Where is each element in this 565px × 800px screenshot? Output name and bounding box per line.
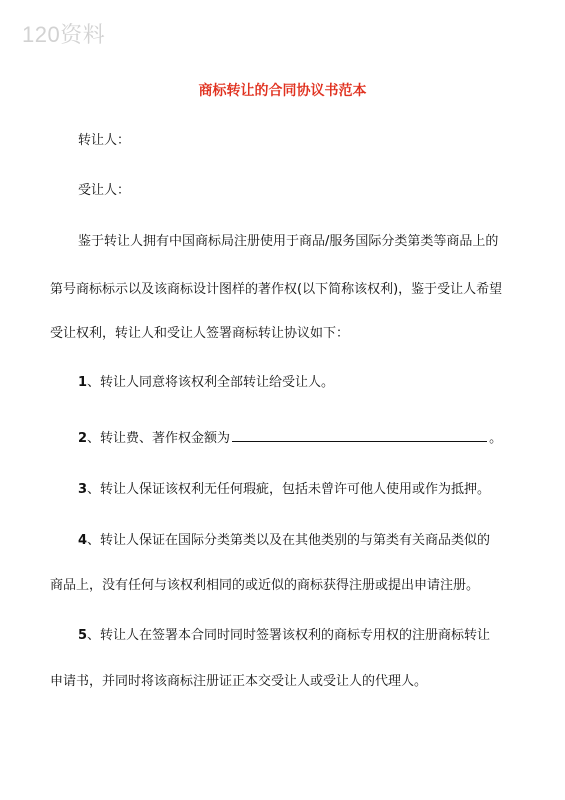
clause-text: 、转让费、著作权金额为: [87, 431, 231, 446]
clause-text: 、转让人在签署本合同时同时签署该权利的商标专用权的注册商标转让: [87, 628, 491, 643]
clause-2: [78, 428, 502, 447]
clause-number: 3: [78, 482, 88, 497]
clause-3: [78, 482, 490, 498]
clause-4-continued: 商品上，没有任何与该权利相同的或近似的商标获得注册或提出申请注册。: [50, 578, 480, 593]
clause-5: [78, 628, 490, 644]
clause-text: 、转让人同意将该权利全部转让给受让人。: [87, 375, 335, 390]
preamble-line-1: 鉴于转让人拥有中国商标局注册使用于商品/服务国际分类第类等商品上的: [78, 234, 499, 249]
clause-5-continued: 申请书，并同时将该商标注册证正本交受让人或受让人的代理人。: [50, 674, 428, 689]
clause-number: 1: [78, 375, 88, 390]
clause-number: 4: [78, 533, 88, 548]
clause-text: 、转让人保证在国际分类第类以及在其他类别的与第类有关商品类似的: [87, 533, 491, 548]
clause-4: [78, 533, 490, 549]
clause-number: 2: [78, 431, 88, 446]
watermark: 120资料: [22, 22, 106, 47]
amount-blank-line: [232, 428, 487, 442]
preamble-line-2: 第号商标标示以及该商标设计图样的著作权(以下简称该权利)，鉴于受让人希望: [50, 282, 503, 297]
clause-end: 。: [489, 431, 503, 446]
clause-1: [78, 375, 334, 391]
clause-text: 、转让人保证该权利无任何瑕疵，包括未曾许可他人使用或作为抵押。: [87, 482, 491, 497]
preamble-line-3: 受让权利，转让人和受让人签署商标转让协议如下：: [50, 326, 350, 341]
assignor-label: 转让人：: [78, 133, 131, 148]
clause-number: 5: [78, 628, 88, 643]
document-title: 商标转让的合同协议书范本: [198, 83, 367, 99]
assignee-label: 受让人：: [78, 183, 131, 198]
